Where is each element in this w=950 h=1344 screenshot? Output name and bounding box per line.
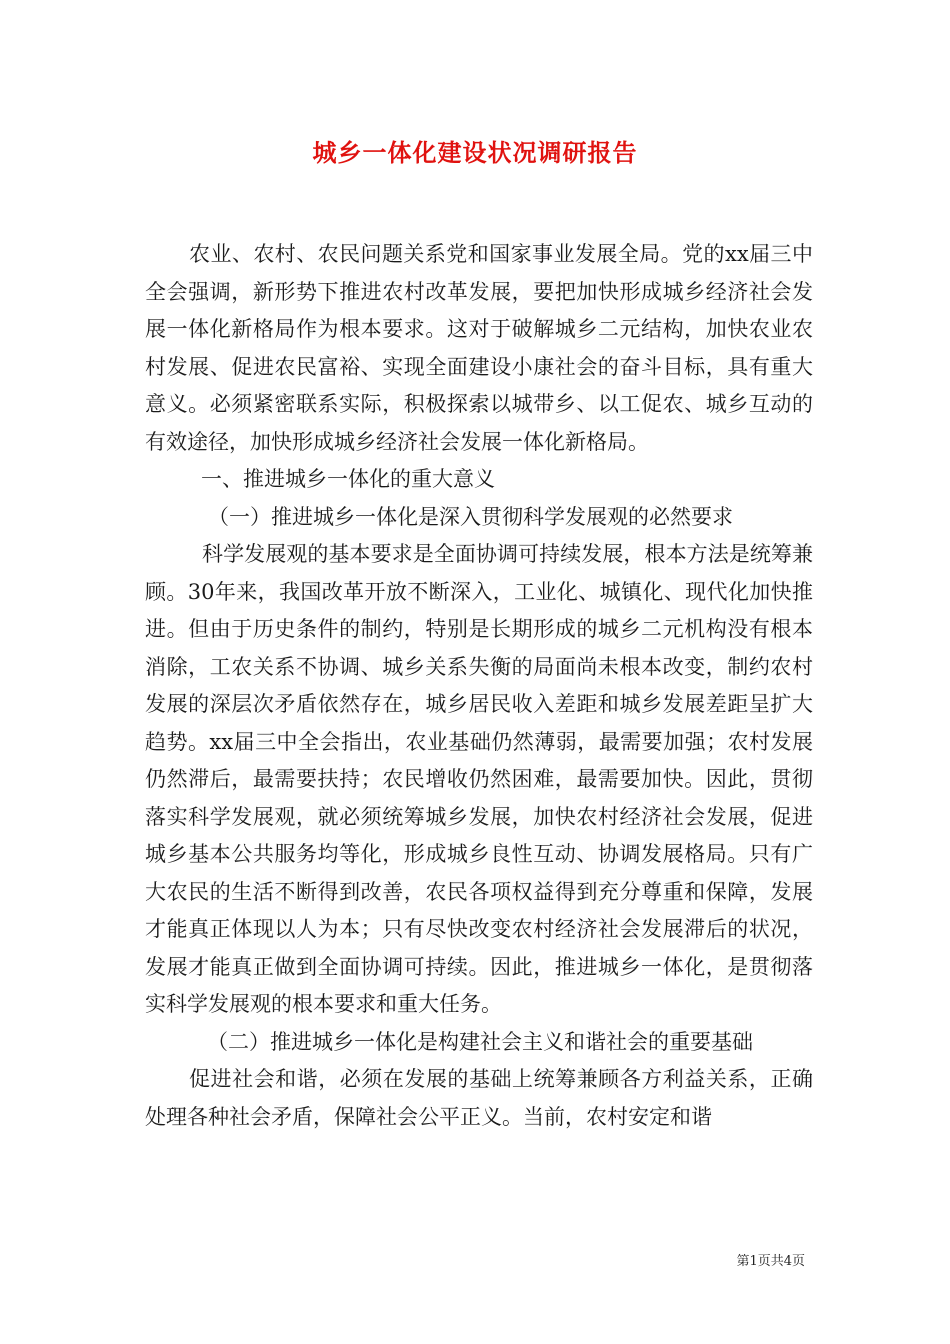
subsection-heading-2: （二）推进城乡一体化是构建社会主义和谐社会的重要基础 [207, 1029, 753, 1054]
body-paragraph-1: 科学发展观的基本要求是全面协调可持续发展，根本方法是统筹兼顾。30年来，我国改革开放不断深入，工业化、城镇化、现代化加快推进。但由于历史条件的制约，特别是长期形成的城乡二元机构没有根本消除，工农关系不协调、城乡关系失衡的局面尚未根本改变，制约农村发展的深层次矛盾依然存在，城乡居民收入差距和城乡发展差距呈扩大趋势。xx届三中全会指出，农业基础仍然薄弱，最需要加强；农村发展仍然滞后，最需要扶持；农民增收仍然困难，最需要加快。因此，贯彻落实科学发展观，就必须统筹城乡发展，加快农村经济社会发展，促进城乡基本公共服务均等化，形成城乡良性互动、协调发展格局。只有广大农民的生活不断得到改善，农民各项权益得到充分尊重和保障，发展才能真正体现以人为本；只有尽快改变农村经济社会发展滞后的状况，发展才能真正做到全面协调可持续。因此，推进城乡一体化，是贯彻落实科学发展观的根本要求和重大任务。 [145, 542, 813, 1016]
intro-paragraph: 农业、农村、农民问题关系党和国家事业发展全局。党的xx届三中全会强调，新形势下推进农村改革发展，要把加快形成城乡经济社会发展一体化新格局作为根本要求。这对于破解城乡二元结构，加快农业农村发展、促进农民富裕、实现全面建设小康社会的奋斗目标，具有重大意义。必须紧密联系实际，积极探索以城带乡、以工促农、城乡互动的有效途径，加快形成城乡经济社会发展一体化新格局。 [145, 242, 813, 454]
body-paragraph-2: 促进社会和谐，必须在发展的基础上统筹兼顾各方利益关系，正确处理各种社会矛盾，保障社会公平正义。当前，农村安定和谐 [145, 1067, 813, 1129]
page-number: 第1页共4页 [736, 1254, 805, 1269]
document-title: 城乡一体化建设状况调研报告 [312, 138, 638, 167]
document-body [145, 236, 813, 1136]
subsection-heading-1: （一）推进城乡一体化是深入贯彻科学发展观的必然要求 [208, 504, 733, 529]
section-heading-1: 一、推进城乡一体化的重大意义 [201, 467, 495, 491]
